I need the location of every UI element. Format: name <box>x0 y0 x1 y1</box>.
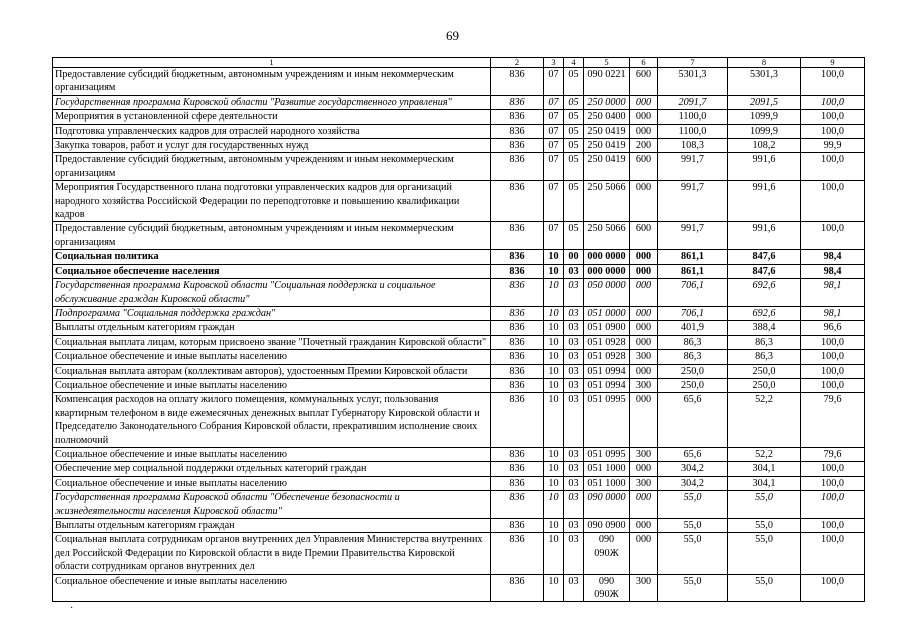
percent-cell: 100,0 <box>801 364 865 378</box>
subsection-cell: 05 <box>564 95 584 109</box>
percent-cell: 98,1 <box>801 306 865 320</box>
planned-amount-cell: 991,7 <box>658 181 728 222</box>
planned-amount-cell: 55,0 <box>658 533 728 574</box>
percent-cell: 100,0 <box>801 153 865 181</box>
percent-cell: 98,1 <box>801 279 865 307</box>
target-article-cell: 000 0000 <box>584 250 630 264</box>
executed-amount-cell: 55,0 <box>728 533 801 574</box>
column-header: 1 <box>53 58 491 68</box>
subsection-cell: 03 <box>564 574 584 602</box>
row-name-cell: Мероприятия в установленной сфере деятельности <box>53 110 491 124</box>
percent-cell: 100,0 <box>801 491 865 519</box>
subsection-cell: 03 <box>564 306 584 320</box>
executed-amount-cell: 692,6 <box>728 279 801 307</box>
expense-type-cell: 000 <box>630 264 658 278</box>
row-name-cell: Мероприятия Государственного плана подготовки управленческих кадров для организаций народного хозяйства Российской Федерации по переподготовке и повышению квалификации кадров <box>53 181 491 222</box>
subsection-cell: 05 <box>564 124 584 138</box>
table-row <box>53 279 865 307</box>
table-row <box>53 321 865 335</box>
percent-cell: 100,0 <box>801 533 865 574</box>
target-article-cell: 250 5066 <box>584 222 630 250</box>
percent-cell: 100,0 <box>801 68 865 96</box>
ministry-code-cell: 836 <box>491 68 544 96</box>
expense-type-cell: 300 <box>630 574 658 602</box>
table-row <box>53 139 865 153</box>
subsection-cell: 03 <box>564 519 584 533</box>
column-header: 6 <box>630 58 658 68</box>
table-row <box>53 250 865 264</box>
ministry-code-cell: 836 <box>491 491 544 519</box>
row-name-cell: Предоставление субсидий бюджетным, автономным учреждениям и иным некоммерческим организациям <box>53 222 491 250</box>
percent-cell: 99,9 <box>801 139 865 153</box>
subsection-cell: 05 <box>564 153 584 181</box>
planned-amount-cell: 250,0 <box>658 364 728 378</box>
table-row <box>53 519 865 533</box>
target-article-cell: 051 1000 <box>584 462 630 476</box>
ministry-code-cell: 836 <box>491 181 544 222</box>
target-article-cell: 051 0995 <box>584 393 630 448</box>
table-row <box>53 181 865 222</box>
target-article-cell: 051 0900 <box>584 321 630 335</box>
percent-cell: 100,0 <box>801 95 865 109</box>
section-cell: 10 <box>544 350 564 364</box>
subsection-cell: 03 <box>564 491 584 519</box>
table-row <box>53 153 865 181</box>
executed-amount-cell: 55,0 <box>728 491 801 519</box>
subsection-cell: 05 <box>564 68 584 96</box>
subsection-cell: 03 <box>564 393 584 448</box>
executed-amount-cell: 108,2 <box>728 139 801 153</box>
expense-type-cell: 000 <box>630 462 658 476</box>
planned-amount-cell: 706,1 <box>658 306 728 320</box>
row-name-cell: Выплаты отдельным категориям граждан <box>53 321 491 335</box>
ministry-code-cell: 836 <box>491 139 544 153</box>
ministry-code-cell: 836 <box>491 95 544 109</box>
section-cell: 10 <box>544 519 564 533</box>
table-row <box>53 476 865 490</box>
planned-amount-cell: 1100,0 <box>658 124 728 138</box>
percent-cell: 100,0 <box>801 335 865 349</box>
table-row <box>53 124 865 138</box>
section-cell: 10 <box>544 306 564 320</box>
planned-amount-cell: 706,1 <box>658 279 728 307</box>
target-article-cell: 051 1000 <box>584 476 630 490</box>
section-cell: 10 <box>544 476 564 490</box>
column-header: 7 <box>658 58 728 68</box>
executed-amount-cell: 250,0 <box>728 378 801 392</box>
target-article-cell: 090 0900 <box>584 519 630 533</box>
executed-amount-cell: 1099,9 <box>728 124 801 138</box>
planned-amount-cell: 55,0 <box>658 519 728 533</box>
ministry-code-cell: 836 <box>491 364 544 378</box>
column-header: 8 <box>728 58 801 68</box>
ministry-code-cell: 836 <box>491 153 544 181</box>
ministry-code-cell: 836 <box>491 393 544 448</box>
table-row <box>53 110 865 124</box>
column-header: 4 <box>564 58 584 68</box>
column-number-row <box>53 58 865 68</box>
row-name-cell: Подпрограмма "Социальная поддержка граждан" <box>53 306 491 320</box>
executed-amount-cell: 55,0 <box>728 519 801 533</box>
subsection-cell: 03 <box>564 364 584 378</box>
expense-type-cell: 300 <box>630 378 658 392</box>
subsection-cell: 03 <box>564 447 584 461</box>
table-row <box>53 462 865 476</box>
planned-amount-cell: 108,3 <box>658 139 728 153</box>
executed-amount-cell: 388,4 <box>728 321 801 335</box>
expense-type-cell: 000 <box>630 519 658 533</box>
table-row <box>53 574 865 602</box>
row-name-cell: Предоставление субсидий бюджетным, автономным учреждениям и иным некоммерческим организациям <box>53 153 491 181</box>
section-cell: 07 <box>544 110 564 124</box>
executed-amount-cell: 55,0 <box>728 574 801 602</box>
target-article-cell: 090 0000 <box>584 491 630 519</box>
expense-type-cell: 000 <box>630 181 658 222</box>
section-cell: 10 <box>544 393 564 448</box>
expense-type-cell: 000 <box>630 533 658 574</box>
row-name-cell: Социальная выплата авторам (коллективам авторов), удостоенным Премии Кировской области <box>53 364 491 378</box>
executed-amount-cell: 304,1 <box>728 462 801 476</box>
section-cell: 10 <box>544 250 564 264</box>
section-cell: 07 <box>544 95 564 109</box>
executed-amount-cell: 52,2 <box>728 393 801 448</box>
table-row <box>53 68 865 96</box>
column-header: 2 <box>491 58 544 68</box>
planned-amount-cell: 401,9 <box>658 321 728 335</box>
row-name-cell: Социальная выплата лицам, которым присвоено звание "Почетный гражданин Кировской области" <box>53 335 491 349</box>
subsection-cell: 05 <box>564 110 584 124</box>
ministry-code-cell: 836 <box>491 110 544 124</box>
budget-table <box>52 57 865 602</box>
executed-amount-cell: 86,3 <box>728 335 801 349</box>
subsection-cell: 03 <box>564 321 584 335</box>
percent-cell: 100,0 <box>801 110 865 124</box>
subsection-cell: 03 <box>564 279 584 307</box>
section-cell: 07 <box>544 222 564 250</box>
target-article-cell: 051 0994 <box>584 378 630 392</box>
table-row <box>53 447 865 461</box>
row-name-cell: Социальное обеспечение и иные выплаты населению <box>53 447 491 461</box>
executed-amount-cell: 5301,3 <box>728 68 801 96</box>
table-body <box>53 68 865 602</box>
percent-cell: 100,0 <box>801 350 865 364</box>
ministry-code-cell: 836 <box>491 350 544 364</box>
section-cell: 07 <box>544 124 564 138</box>
row-name-cell: Социальная политика <box>53 250 491 264</box>
ministry-code-cell: 836 <box>491 124 544 138</box>
executed-amount-cell: 847,6 <box>728 250 801 264</box>
section-cell: 07 <box>544 68 564 96</box>
row-name-cell: Предоставление субсидий бюджетным, автономным учреждениям и иным некоммерческим организациям <box>53 68 491 96</box>
table-row <box>53 264 865 278</box>
row-name-cell: Государственная программа Кировской области "Развитие государственного управления" <box>53 95 491 109</box>
row-name-cell: Выплаты отдельным категориям граждан <box>53 519 491 533</box>
expense-type-cell: 600 <box>630 222 658 250</box>
planned-amount-cell: 65,6 <box>658 393 728 448</box>
executed-amount-cell: 52,2 <box>728 447 801 461</box>
percent-cell: 100,0 <box>801 519 865 533</box>
ministry-code-cell: 836 <box>491 476 544 490</box>
section-cell: 10 <box>544 491 564 519</box>
percent-cell: 100,0 <box>801 574 865 602</box>
executed-amount-cell: 1099,9 <box>728 110 801 124</box>
expense-type-cell: 300 <box>630 350 658 364</box>
subsection-cell: 03 <box>564 476 584 490</box>
expense-type-cell: 000 <box>630 364 658 378</box>
ministry-code-cell: 836 <box>491 378 544 392</box>
planned-amount-cell: 991,7 <box>658 153 728 181</box>
ministry-code-cell: 836 <box>491 447 544 461</box>
table-row <box>53 306 865 320</box>
planned-amount-cell: 304,2 <box>658 476 728 490</box>
ministry-code-cell: 836 <box>491 321 544 335</box>
section-cell: 10 <box>544 364 564 378</box>
table-row <box>53 364 865 378</box>
section-cell: 10 <box>544 378 564 392</box>
row-name-cell: Подготовка управленческих кадров для отраслей народного хозяйства <box>53 124 491 138</box>
section-cell: 10 <box>544 279 564 307</box>
ministry-code-cell: 836 <box>491 222 544 250</box>
executed-amount-cell: 304,1 <box>728 476 801 490</box>
percent-cell: 100,0 <box>801 378 865 392</box>
executed-amount-cell: 847,6 <box>728 264 801 278</box>
planned-amount-cell: 86,3 <box>658 350 728 364</box>
planned-amount-cell: 991,7 <box>658 222 728 250</box>
planned-amount-cell: 5301,3 <box>658 68 728 96</box>
row-name-cell: Компенсация расходов на оплату жилого помещения, коммунальных услуг, пользования квартирным телефоном в виде ежемесячных денежных выплат Губернатору Кировской области и Председателю Законодательного Собрания Кировской области, прекратившим исполнение своих полномочий <box>53 393 491 448</box>
subsection-cell: 03 <box>564 335 584 349</box>
target-article-cell: 051 0000 <box>584 306 630 320</box>
percent-cell: 100,0 <box>801 124 865 138</box>
expense-type-cell: 000 <box>630 95 658 109</box>
table-row <box>53 393 865 448</box>
table-row <box>53 378 865 392</box>
page-number: 69 <box>446 28 459 43</box>
expense-type-cell: 000 <box>630 393 658 448</box>
subsection-cell: 05 <box>564 222 584 250</box>
expense-type-cell: 600 <box>630 153 658 181</box>
planned-amount-cell: 1100,0 <box>658 110 728 124</box>
section-cell: 10 <box>544 462 564 476</box>
target-article-cell: 250 0400 <box>584 110 630 124</box>
table-row <box>53 95 865 109</box>
executed-amount-cell: 86,3 <box>728 350 801 364</box>
table-row <box>53 350 865 364</box>
target-article-cell: 051 0994 <box>584 364 630 378</box>
expense-type-cell: 000 <box>630 491 658 519</box>
row-name-cell: Социальное обеспечение населения <box>53 264 491 278</box>
percent-cell: 98,4 <box>801 250 865 264</box>
target-article-cell: 090 090Ж <box>584 574 630 602</box>
percent-cell: 79,6 <box>801 393 865 448</box>
row-name-cell: Социальное обеспечение и иные выплаты населению <box>53 350 491 364</box>
executed-amount-cell: 991,6 <box>728 153 801 181</box>
planned-amount-cell: 55,0 <box>658 491 728 519</box>
subsection-cell: 03 <box>564 350 584 364</box>
row-name-cell: Государственная программа Кировской области "Обеспечение безопасности и жизнедеятельности населения Кировской области" <box>53 491 491 519</box>
scan-mark: · <box>70 603 74 614</box>
planned-amount-cell: 250,0 <box>658 378 728 392</box>
ministry-code-cell: 836 <box>491 574 544 602</box>
percent-cell: 98,4 <box>801 264 865 278</box>
ministry-code-cell: 836 <box>491 279 544 307</box>
row-name-cell: Социальное обеспечение и иные выплаты населению <box>53 574 491 602</box>
ministry-code-cell: 836 <box>491 250 544 264</box>
table-row <box>53 533 865 574</box>
ministry-code-cell: 836 <box>491 462 544 476</box>
ministry-code-cell: 836 <box>491 264 544 278</box>
planned-amount-cell: 55,0 <box>658 574 728 602</box>
subsection-cell: 03 <box>564 264 584 278</box>
section-cell: 07 <box>544 181 564 222</box>
ministry-code-cell: 836 <box>491 306 544 320</box>
section-cell: 10 <box>544 321 564 335</box>
expense-type-cell: 300 <box>630 476 658 490</box>
expense-type-cell: 000 <box>630 306 658 320</box>
expense-type-cell: 000 <box>630 250 658 264</box>
target-article-cell: 250 0419 <box>584 153 630 181</box>
planned-amount-cell: 2091,7 <box>658 95 728 109</box>
expense-type-cell: 000 <box>630 335 658 349</box>
subsection-cell: 05 <box>564 181 584 222</box>
target-article-cell: 000 0000 <box>584 264 630 278</box>
row-name-cell: Государственная программа Кировской области "Социальная поддержка и социальное обслуживание граждан Кировской области" <box>53 279 491 307</box>
target-article-cell: 250 5066 <box>584 181 630 222</box>
planned-amount-cell: 65,6 <box>658 447 728 461</box>
subsection-cell: 05 <box>564 139 584 153</box>
subsection-cell: 03 <box>564 462 584 476</box>
table-row <box>53 222 865 250</box>
percent-cell: 100,0 <box>801 181 865 222</box>
target-article-cell: 051 0995 <box>584 447 630 461</box>
executed-amount-cell: 250,0 <box>728 364 801 378</box>
planned-amount-cell: 304,2 <box>658 462 728 476</box>
planned-amount-cell: 861,1 <box>658 264 728 278</box>
section-cell: 10 <box>544 264 564 278</box>
percent-cell: 79,6 <box>801 447 865 461</box>
ministry-code-cell: 836 <box>491 533 544 574</box>
percent-cell: 100,0 <box>801 222 865 250</box>
column-header: 5 <box>584 58 630 68</box>
section-cell: 10 <box>544 335 564 349</box>
percent-cell: 96,6 <box>801 321 865 335</box>
ministry-code-cell: 836 <box>491 519 544 533</box>
target-article-cell: 090 090Ж <box>584 533 630 574</box>
table-row <box>53 491 865 519</box>
expense-type-cell: 000 <box>630 321 658 335</box>
target-article-cell: 250 0000 <box>584 95 630 109</box>
expense-type-cell: 000 <box>630 279 658 307</box>
column-header: 3 <box>544 58 564 68</box>
expense-type-cell: 000 <box>630 110 658 124</box>
row-name-cell: Социальное обеспечение и иные выплаты населению <box>53 476 491 490</box>
percent-cell: 100,0 <box>801 462 865 476</box>
section-cell: 10 <box>544 447 564 461</box>
executed-amount-cell: 692,6 <box>728 306 801 320</box>
subsection-cell: 03 <box>564 378 584 392</box>
executed-amount-cell: 2091,5 <box>728 95 801 109</box>
expense-type-cell: 600 <box>630 68 658 96</box>
planned-amount-cell: 86,3 <box>658 335 728 349</box>
executed-amount-cell: 991,6 <box>728 222 801 250</box>
row-name-cell: Обеспечение мер социальной поддержки отдельных категорий граждан <box>53 462 491 476</box>
subsection-cell: 03 <box>564 533 584 574</box>
target-article-cell: 090 0221 <box>584 68 630 96</box>
expense-type-cell: 300 <box>630 447 658 461</box>
planned-amount-cell: 861,1 <box>658 250 728 264</box>
row-name-cell: Социальная выплата сотрудникам органов внутренних дел Управления Министерства внутренних дел Российской Федерации по Кировской области в виде Премии Правительства Кировской области сотрудникам органов внутренних дел <box>53 533 491 574</box>
target-article-cell: 250 0419 <box>584 124 630 138</box>
target-article-cell: 050 0000 <box>584 279 630 307</box>
table-row <box>53 335 865 349</box>
target-article-cell: 250 0419 <box>584 139 630 153</box>
section-cell: 07 <box>544 153 564 181</box>
section-cell: 10 <box>544 533 564 574</box>
subsection-cell: 00 <box>564 250 584 264</box>
row-name-cell: Социальное обеспечение и иные выплаты населению <box>53 378 491 392</box>
ministry-code-cell: 836 <box>491 335 544 349</box>
row-name-cell: Закупка товаров, работ и услуг для государственных нужд <box>53 139 491 153</box>
executed-amount-cell: 991,6 <box>728 181 801 222</box>
section-cell: 07 <box>544 139 564 153</box>
target-article-cell: 051 0928 <box>584 350 630 364</box>
target-article-cell: 051 0928 <box>584 335 630 349</box>
expense-type-cell: 200 <box>630 139 658 153</box>
expense-type-cell: 000 <box>630 124 658 138</box>
percent-cell: 100,0 <box>801 476 865 490</box>
section-cell: 10 <box>544 574 564 602</box>
column-header: 9 <box>801 58 865 68</box>
